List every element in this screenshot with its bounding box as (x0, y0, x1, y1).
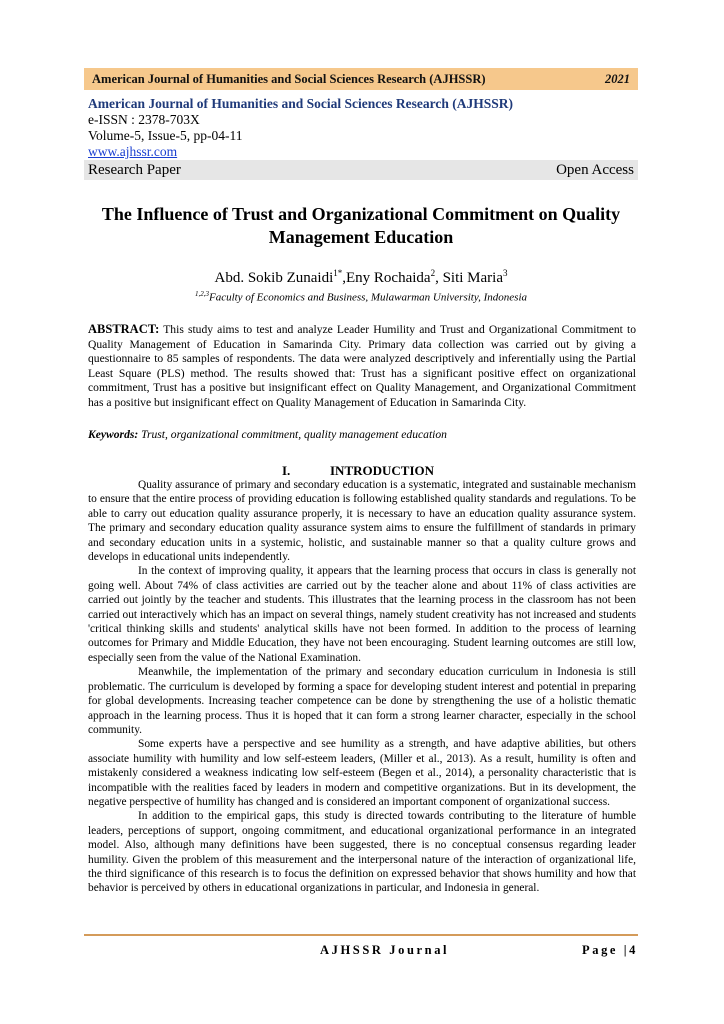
authors (84, 268, 638, 287)
keywords (88, 428, 636, 441)
abstract (88, 322, 636, 411)
paragraph: Some experts have a perspective and see humility as a strength, and have adaptive abilities, but others associate humility with humility and low self-esteem leaders, (Miller et al., 2013). As a result, humility is often and mistakenly considered a weakness indicating low self-esteem (Begen et al., 2014), a personality characteristic that is incompatible with the realities faced by leaders in modern and competitive organizations. But in its development, the negative perspective of humility has changed and is considered an important component of organizational success. (88, 738, 636, 808)
introduction-body (88, 478, 636, 896)
author-1: Abd. Sokib Zunaidi (214, 270, 334, 286)
journal-band (84, 68, 638, 90)
paper-title: The Influence of Trust and Organizational Commitment on Quality Management Education (101, 204, 621, 247)
keywords-label: Keywords: (88, 428, 139, 441)
abstract-label: ABSTRACT: (88, 322, 160, 336)
affiliation-text: Faculty of Economics and Business, Mulawarman University, Indonesia (208, 291, 528, 304)
footer-page-number: Page |4 (581, 943, 638, 957)
band-year: 2021 (605, 71, 630, 86)
author-3: , Siti Maria (435, 270, 503, 286)
author-3-sup: 3 (502, 268, 508, 278)
access-type: Open Access (556, 161, 634, 178)
volume-info: Volume-5, Issue-5, pp-04-11 (88, 128, 243, 143)
journal-url-link[interactable]: www.ajhssr.com (88, 144, 178, 159)
affiliation-sup: 1,2,3 (194, 290, 209, 298)
paragraph: In the context of improving quality, it appears that the learning process that occurs in class is generally not going well. About 74% of class activities are carried out by the teacher alone and about 11% of class activities are carried out jointly by the teacher and students. This illustrates that the learning process in the classroom has not been carried out interactively which has an impact on several things, namely student creativity has not increased and students 'critical thinking skills and students' analytical skills have not been formed. In addition to the process of learning outcomes for Primary and Middle Education, they have not been encouraging. Student learning outcomes are still low, especially seen from the value of the National Examination. (88, 565, 636, 664)
affiliation (84, 290, 638, 304)
author-2: ,Eny Rochaida (342, 270, 431, 286)
paper-type: Research Paper (88, 161, 181, 178)
paper-type-bar (84, 160, 638, 180)
keywords-text: Trust, organizational commitment, quality management education (141, 428, 447, 441)
abstract-text: This study aims to test and analyze Leader Humility and Trust and Organizational Commitment to Quality Management of Education in Samarinda City. Primary data collection was carried out by giving a questionnaire to 85 samples of respondents. The data were analyzed descriptively and inferentially using the Partial Least Square (PLS) method. The results showed that: Trust has a significant positive effect on organizational commitment, Trust has a positive but insignificant effect on Quality Management, and Organizational Commitment has a positive but insignificant effect on Quality Management of Education in Samarinda City. (88, 323, 636, 409)
paragraph: Quality assurance of primary and secondary education is a systematic, integrated and sustainable mechanism to ensure that the entire process of providing education is following established quality standards and regulations. To be able to carry out education quality assurance properly, it is necessary to have an education quality assurance system. The primary and secondary education quality assurance system aims to ensure the fulfillment of standards in primary and secondary education units in a systemic, holistic, and sustainable manner so that a quality culture grows and develops in educational units independently. (88, 479, 636, 564)
author-2-sup: 2 (430, 268, 436, 278)
section-title: INTRODUCTION (330, 463, 435, 478)
band-journal-name: American Journal of Humanities and Social Sciences Research (AJHSSR) (92, 71, 486, 86)
section-number: I. (282, 463, 291, 478)
paragraph: In addition to the empirical gaps, this study is directed towards contributing to the literature of humble leaders, perceptions of support, ongoing commitment, and educational organizational performance in an integrated model. Also, although many definitions have been suggested, there is no conceptual consensus regarding leader humility. Given the problem of this measurement and the interpersonal nature of the interaction of organizational life, the third significance of this research is to focus the definition on expressed behavior that shows humility and how that behavior is perceived by others in educational organizations in particular, and Indonesia in general. (88, 810, 636, 895)
issn: e-ISSN : 2378-703X (88, 112, 200, 127)
author-1-sup: 1* (333, 268, 343, 278)
footer-journal: AJHSSR Journal (320, 943, 450, 957)
footer-divider (84, 934, 638, 936)
journal-header (88, 96, 638, 160)
journal-title: American Journal of Humanities and Social Sciences Research (AJHSSR) (88, 96, 513, 111)
paragraph: Meanwhile, the implementation of the primary and secondary education curriculum in Indonesia is still problematic. The curriculum is developed by forming a space for developing student interest and potential in preparing for global developments. Increasing teacher competence can be done by strengthening the use of a holistic thematic approach in the learning process. Thus it is hoped that it can form a strong learner character, especially in the school community. (88, 666, 636, 736)
